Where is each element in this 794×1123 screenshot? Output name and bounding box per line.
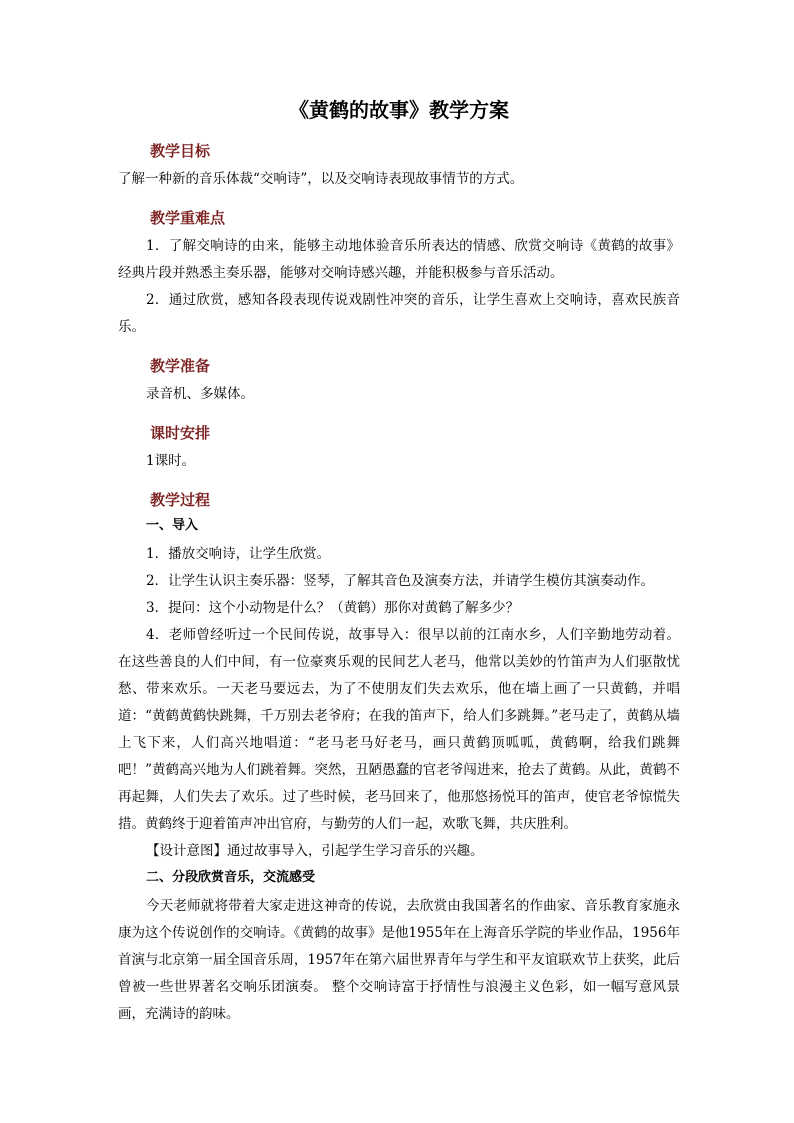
process-heading: 教学过程 <box>150 491 211 509</box>
process-story: 4．老师曾经听过一个民间传说，故事导入：很早以前的江南水乡，人们辛勤地劳动着。在这些善良的人们中间，有一位豪爽乐观的民间艺人老马，他常以美妙的竹笛声为人们驱散忧愁、带来欢乐。一天老马要远去，为了不使朋友们失去欢乐，他在墙上画了一只黄鹤，并唱道：“黄鹤黄鹤快跳舞，千万别去老爷府；在我的笛声下，给人们多跳舞。”老马走了，黄鹤从墙上飞下来，人们高兴地唱道：“老马老马好老马，画只黄鹤顶呱呱，黄鹤啊，给我们跳舞吧！”黄鹤高兴地为人们跳着舞。突然，丑陋愚蠢的官老爷闯进来，抢去了黄鹤。从此，黄鹤不再起舞，人们失去了欢乐。过了些时候，老马回来了，他那悠扬悦耳的笛声，使官老爷惊慌失措。黄鹤终于迎着笛声冲出官府，与勤劳的人们一起，欢歌飞舞，共庆胜利。 <box>118 627 680 832</box>
design-intent: 【设计意图】通过故事导入，引起学生学习音乐的兴趣。 <box>146 843 484 859</box>
process-part2-text: 今天老师就将带着大家走进这神奇的传说，去欣赏由我国著名的作曲家、音乐教育家施永康为这个传说创作的交响诗。《黄鹤的故事》是他1955年在上海音乐学院的毕业作品，1956年首演与北京第一届全国音乐周，1957年在第六届世界青年与学生和平友谊联欢节上获奖，此后曾被一些世界著名交响乐团演奏。 整个交响诗富于抒情性与浪漫主义色彩，如一幅写意风景画，充满诗的韵味。 <box>118 898 680 1022</box>
key-point-item: 2．通过欣赏，感知各段表现传说戏剧性冲突的音乐，让学生喜欢上交响诗，喜欢民族音乐。 <box>118 292 680 335</box>
schedule-heading: 课时安排 <box>150 424 211 442</box>
process-item: 3．提问：这个小动物是什么？（黄鹤）那你对黄鹤了解多少？ <box>146 600 520 616</box>
schedule-text: 1课时。 <box>146 453 196 469</box>
goal-heading: 教学目标 <box>150 142 211 160</box>
process-item: 2．让学生认识主奏乐器：竖琴，了解其音色及演奏方法，并请学生模仿其演奏动作。 <box>146 573 655 589</box>
key-points-heading: 教学重难点 <box>150 209 226 227</box>
process-item: 1．播放交响诗，让学生欣赏。 <box>146 546 331 562</box>
process-part2-title: 二、分段欣赏音乐，交流感受 <box>146 870 316 885</box>
process-part1-title: 一、导入 <box>146 518 199 533</box>
document-title: 《黄鹤的故事》教学方案 <box>289 98 509 122</box>
key-point-item: 1．了解交响诗的由来，能够主动地体验音乐所表达的情感、欣赏交响诗《黄鹤的故事》经典片段并熟悉主奏乐器，能够对交响诗感兴趣，并能积极参与音乐活动。 <box>118 238 680 281</box>
preparation-heading: 教学准备 <box>150 357 211 375</box>
preparation-text: 录音机、多媒体。 <box>146 386 254 402</box>
goal-text: 了解一种新的音乐体裁“交响诗”，以及交响诗表现故事情节的方式。 <box>118 171 524 187</box>
